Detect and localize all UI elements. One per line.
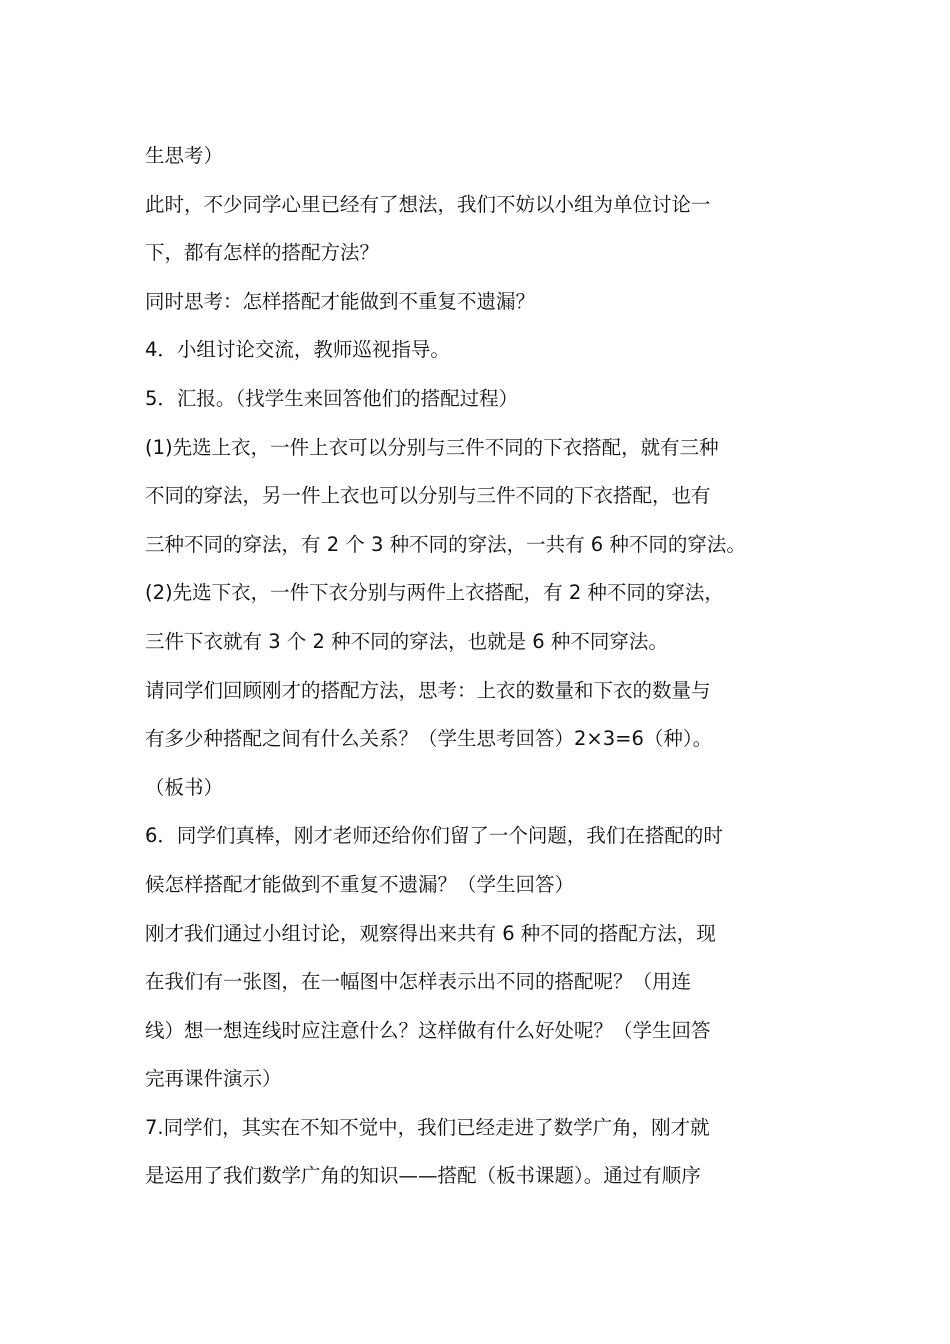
text-line: 6．同学们真棒，刚才老师还给你们留了一个问题，我们在搭配的时 bbox=[145, 824, 723, 848]
text-line: 有多少种搭配之间有什么关系？（学生思考回答）2×3=6（种）。 bbox=[145, 727, 713, 751]
text-line: 5．汇报。（找学生来回答他们的搭配过程） bbox=[145, 386, 519, 410]
text-line: 是运用了我们数学广角的知识——搭配（板书课题）。通过有顺序 bbox=[145, 1164, 701, 1188]
text-line: 7.同学们，其实在不知不觉中，我们已经走进了数学广角，刚才就 bbox=[145, 1115, 710, 1139]
text-line: 不同的穿法，另一件上衣也可以分别与三件不同的下衣搭配，也有 bbox=[145, 484, 711, 508]
text-line: (1)先选上衣，一件上衣可以分别与三件不同的下衣搭配，就有三种 bbox=[145, 435, 719, 459]
text-line: 同时思考：怎样搭配才能做到不重复不遗漏？ bbox=[145, 289, 536, 313]
text-line: 三件下衣就有 3 个 2 种不同的穿法，也就是 6 种不同穿法。 bbox=[145, 629, 668, 653]
text-line: 完再课件演示） bbox=[145, 1067, 282, 1091]
text-line: 刚才我们通过小组讨论，观察得出来共有 6 种不同的搭配方法，现 bbox=[145, 921, 716, 945]
text-line: 三种不同的穿法，有 2 个 3 种不同的穿法，一共有 6 种不同的穿法。 bbox=[145, 532, 746, 556]
text-line: (2)先选下衣，一件下衣分别与两件上衣搭配，有 2 种不同的穿法， bbox=[145, 581, 724, 605]
text-line: 4．小组讨论交流，教师巡视指导。 bbox=[145, 338, 450, 362]
text-line: 生思考） bbox=[145, 144, 224, 167]
text-line: 请同学们回顾刚才的搭配方法，思考：上衣的数量和下衣的数量与 bbox=[145, 678, 711, 702]
document-body bbox=[145, 132, 815, 1201]
text-line: 下，都有怎样的搭配方法？ bbox=[145, 241, 380, 265]
text-line: 在我们有一张图，在一幅图中怎样表示出不同的搭配呢？（用连 bbox=[145, 970, 692, 994]
text-line: 候怎样搭配才能做到不重复不遗漏？（学生回答） bbox=[145, 872, 575, 896]
text-line: 线）想一想连线时应注意什么？这样做有什么好处呢？（学生回答 bbox=[145, 1018, 711, 1042]
text-line: （板书） bbox=[145, 775, 224, 799]
text-line: 此时，不少同学心里已经有了想法，我们不妨以小组为单位讨论一 bbox=[145, 192, 711, 216]
